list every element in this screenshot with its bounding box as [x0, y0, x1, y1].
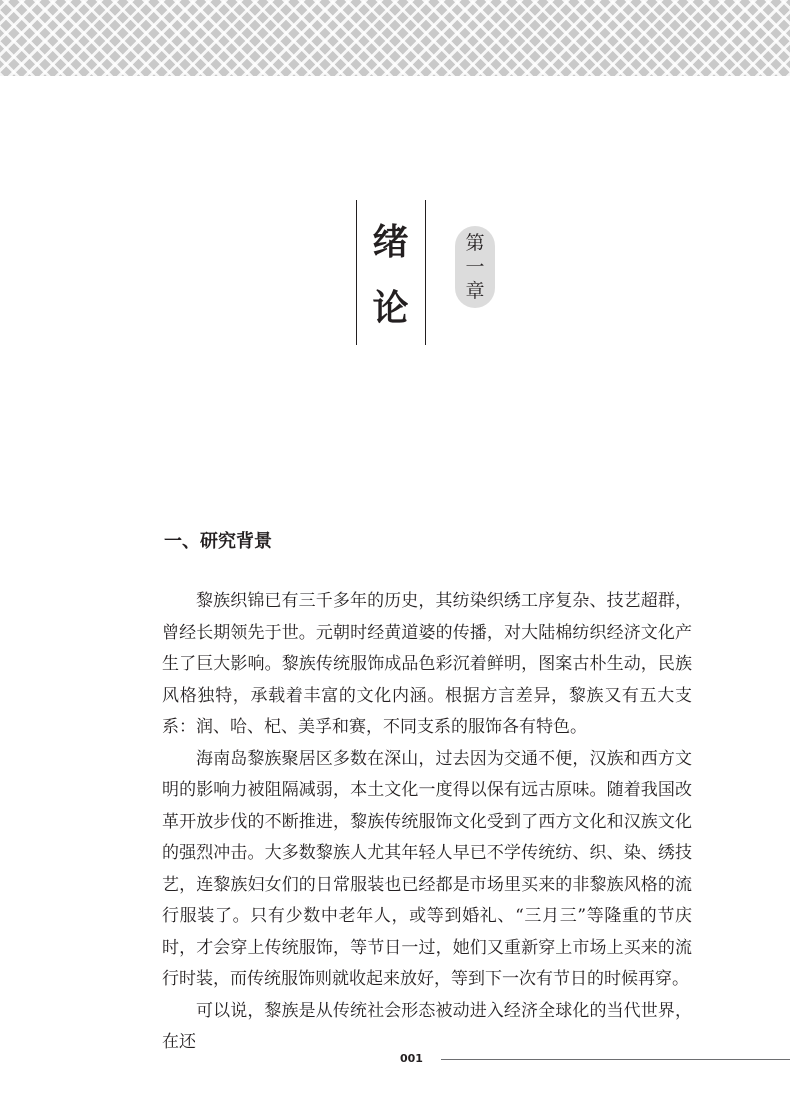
chapter-title-char: 绪 [372, 221, 409, 263]
chapter-title-char: 论 [372, 287, 409, 329]
paragraph: 可以说，黎族是从传统社会形态被动进入经济全球化的当代世界，在还 [162, 1000, 692, 1052]
chapter-number-char: 第 [465, 232, 485, 254]
body-text [162, 586, 692, 1059]
chapter-title [356, 200, 426, 345]
page-number: 001 [400, 1052, 423, 1065]
decorative-pattern-banner [0, 0, 790, 76]
chapter-number-char: 章 [465, 280, 485, 302]
section-heading: 一、研究背景 [164, 531, 272, 552]
paragraph: 黎族织锦已有三千多年的历史，其纺染织绣工序复杂、技艺超群，曾经长期领先于世。元朝时经黄道婆的传播，对大陆棉纺织经济文化产生了巨大影响。黎族传统服饰成品色彩沉着鲜明，图案古朴生动，民族风格独特，承载着丰富的文化内涵。根据方言差异，黎族又有五大支系：润、哈、杞、美孚和赛，不同支系的服饰各有特色。 [162, 591, 692, 737]
footer-rule [441, 1059, 790, 1060]
chapter-number-char: 一 [465, 256, 485, 278]
paragraph: 海南岛黎族聚居区多数在深山，过去因为交通不便，汉族和西方文明的影响力被阻隔减弱，本土文化一度得以保有远古原味。随着我国改革开放步伐的不断推进，黎族传统服饰文化受到了西方文化和汉族文化的强烈冲击。大多数黎族人尤其年轻人早已不学传统纺、织、染、绣技艺，连黎族妇女们的日常服装也已经都是市场里买来的非黎族风格的流行服装了。只有少数中老年人，或等到婚礼、“三月三”等隆重的节庆时，才会穿上传统服饰，等节日一过，她们又重新穿上市场上买来的流行时装，而传统服饰则就收起来放好，等到下一次有节日的时候再穿。 [162, 748, 692, 989]
chapter-number-label [455, 226, 495, 308]
